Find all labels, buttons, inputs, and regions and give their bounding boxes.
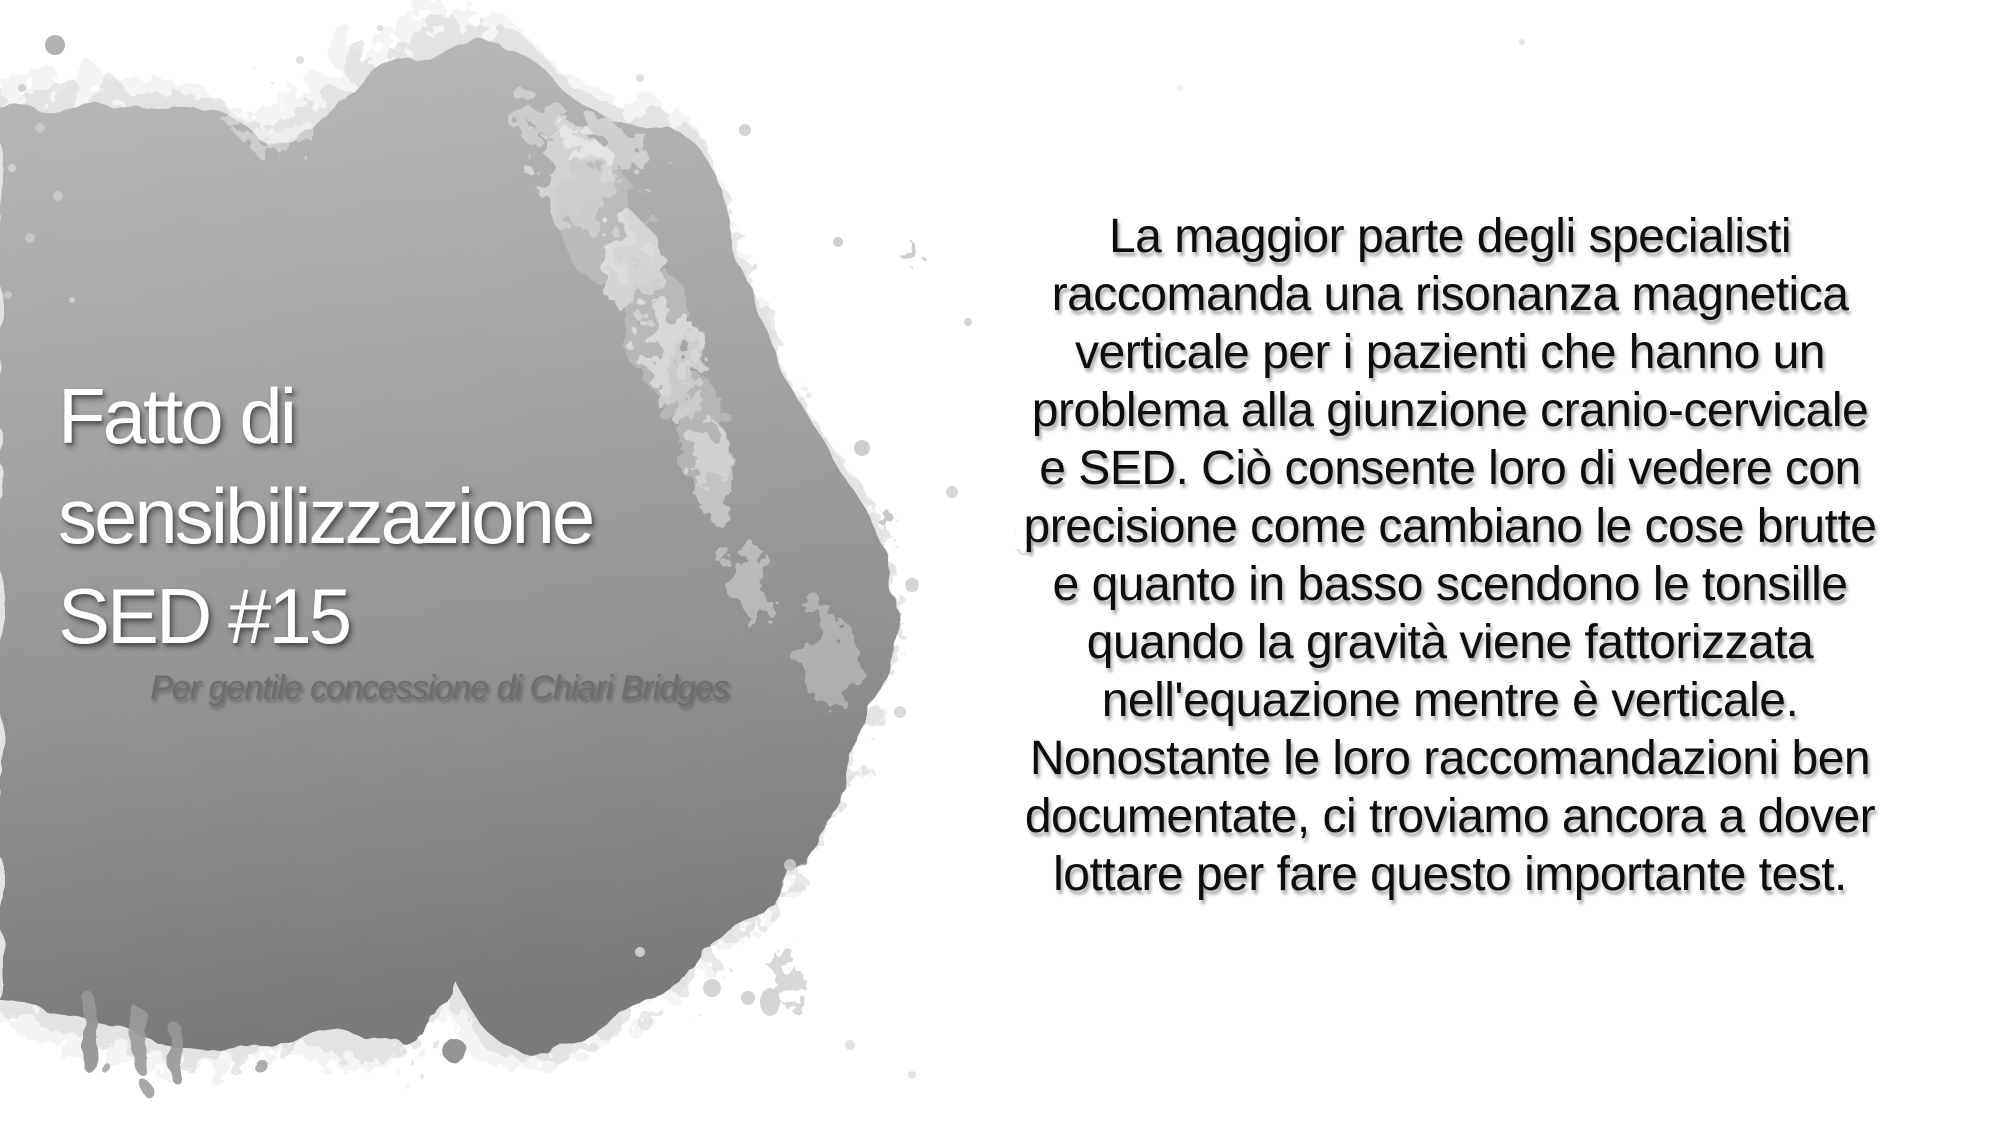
body-text-line: Nonostante le loro raccomandazioni ben	[1029, 732, 1871, 785]
body-text-line: raccomanda una risonanza magnetica	[1051, 268, 1849, 321]
body-text	[960, 208, 1940, 904]
title-line-3: SED #15	[58, 572, 350, 660]
body-text-line: quando la gravità viene fattorizzata	[1086, 616, 1814, 669]
subtitle-credit: Per gentile concessione di Chiari Bridges	[150, 669, 729, 707]
title-line-2: sensibilizzazione	[58, 472, 593, 560]
ink-dot-bottom-notch	[440, 1036, 464, 1060]
body-text-line: lottare per fare questo importante test.	[1053, 848, 1847, 901]
body-text-line: verticale per i pazienti che hanno un	[1075, 326, 1825, 379]
body-text-line: documentate, ci troviamo ancora a dover	[1024, 790, 1876, 843]
body-text-line: La maggior parte degli specialisti	[1108, 210, 1792, 263]
title-line-1: Fatto di	[58, 372, 295, 460]
title	[58, 366, 592, 666]
body-text-line: e quanto in basso scendono le tonsille	[1052, 558, 1848, 611]
body-text-line: e SED. Ciò consente loro di vedere con	[1039, 442, 1861, 495]
ink-dot-top-left	[45, 35, 65, 55]
body-text-line: nell'equazione mentre è verticale.	[1101, 674, 1799, 727]
body-text-line: precisione come cambiano le cose brutte	[1023, 500, 1877, 553]
body-text-line: problema alla giunzione cranio-cervicale	[1031, 384, 1869, 437]
